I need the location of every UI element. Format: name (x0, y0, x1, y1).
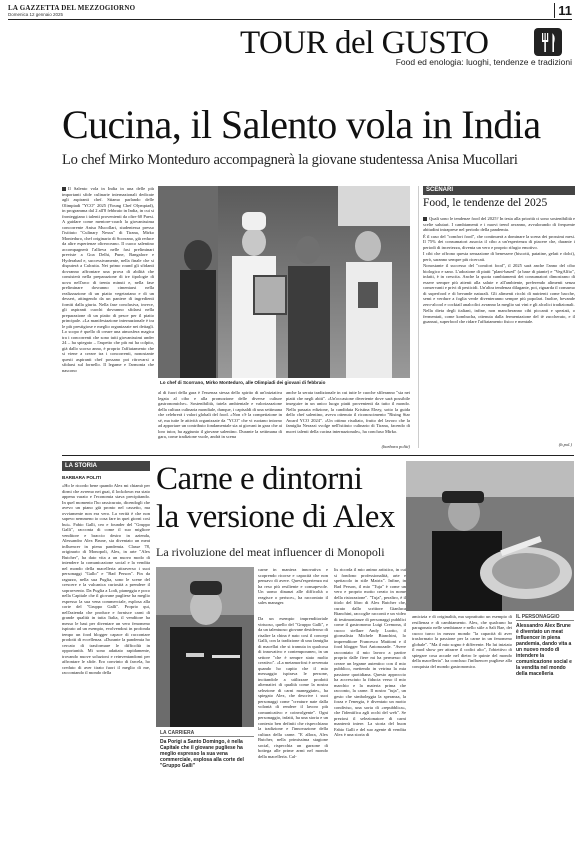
bullet-square-icon (62, 187, 66, 191)
article-divider (62, 455, 574, 456)
article2-col1: «Ho le ricordo bene quando Alex mi chiamò per dirmi che avremo nei guai, il lockdown era stato appena varato e l'economia stava precipitando. In quel momento l'ho rassicurato, dicendogli che avevo un piano già pronto nel cassetto, ma ovviamente non era vero. La verità è che non sapevo nemmeno io cosa fare in quei giorni così bui». Fabio Galli, ceo e founder del "Gruppo Galli", racconta di come il suo migliore venditore e braccio destro in azienda, Alessandro Alex Brune, sia diventato un meat influencer in piena pandemia. Classe 78, originario di Monopoli, Alex, in arte "Alex Butcher", ha dato vita a un nuovo modo di intendere la comunicazione social e la vendita nel mondo della macelleria attraverso i suoi personaggi "Gallo" e "Bad Person". Fin da ragazzo, nella sua Puglia, sono le scene del crescere e la vulcanica curiosità a prendere il sopravvento. Da Puglia a Lodi, pianeggia e poco nella Capitale che il giovane pugliese ha meglio espresso la sua vena commerciale, esplosa alla corte del "Gruppo Galli". Proprio qui, nell'azienda che produce e fornisce carni di grande qualità in tutta Italia, il venditore ha messo le basi per diventare un vero fenomeno ispirato ad un esempio, evolvendosi in profonda tempo un food blogger capace di raccontare prodotti di eccellenza. «Durante la pandemia ho cercato di trasformare le difficoltà in opportunità. Mi sono adattato rapidamente, trovando nuove soluzioni e reinventandomi per affrontare le sfide. Ero convinto di farcela, ho creduto di aver tirato fuori il meglio di me, raccontando il mondo della (62, 483, 150, 675)
caption-left-text: Da Porigi a Santo Domingo, è nella Capitale che il giovane pugliese ha meglio espresso la sua vena commerciale, esplosa alla corte del "Gruppo Galli" (160, 739, 244, 769)
sidebar-body3: I cibi che offrono questa sensazione di benessere (biscotti, patatine, gelati e dolci), però, saranno sempre più ricercati. (423, 251, 575, 262)
sidebar-label: SCENARI (423, 186, 575, 195)
masthead-rule (8, 19, 572, 20)
sidebar-byline: (b.pol.) (558, 442, 572, 447)
caption-right-text: Alessandro Alex Brune è diventato un meat influencer in piena pandemia, dando vita a un nuovo modo di intendere la comunicazione social e la vendita nel mondo della macelleria (516, 623, 572, 677)
article2-col2-top: carne in maniera innovativa e scoprendo ricorse e capacità che non pensavo di avere. Quest'esperienza mi ha reso più resiliente e consapevole. Un uomo dinanzi alle difficoltà o reagisce o perisce», ha raccontato il sales manager. (258, 567, 328, 605)
article1-headline: Cucina, il Salento vola in India (62, 102, 541, 147)
section-header (240, 26, 572, 66)
article2-headline1: Carne e dintorni (156, 461, 363, 497)
section-title (240, 25, 488, 61)
sidebar-headline: Food, le tendenze del 2025 (423, 197, 548, 209)
sidebar-body5: Nella dieta degli italiani, infine, non mancheranno cibi piccanti e speziati, o fermentati, come kombucha, ottenuta dalla fermentazione del tè zuccherato, e il guanxui, superfood che ridare l'affiatamento fisico e mentale. (423, 308, 575, 324)
article2-col4: amicizia e di originalità, ma soprattutto un esempio di resilienza e di cambiamento. Alex, che qualcuno ha paragonato nelle sembianze e nello stile a Salt Bae, dei cuoco turco in mezzo mondo "la capacità di aver trasformato la passione per la carne in un fenomeno globale". "Ma il mio sogno è differente. Ho lui iniziato il mod show per attrarre il codici alto", l'obiettivo di spiegare cosa accade nel dietro le quinte del mondo della macelleria". ha concluso l'influencer pugliese alla conquista del mondo gastronomico. (412, 614, 512, 669)
fork-knife-icon (534, 28, 562, 56)
photo-caption: Lo chef di Scorrano, Mirko Monteduro, alle Olimpiadi dei giovani di febbraio (160, 380, 326, 385)
article2-subhead: La rivoluzione del meat influencer di Monopoli (156, 545, 385, 559)
article2-col2: Da un esempio imprenditoriale virtuoso, quello del "Gruppo Galli", e da un talentuoso giovane desideroso di risalire la china è nato così il concept Galli, con la tradizione di una famiglia di macellai che si tramuta in qualcosa di innovativo e contemporaneo, in un settore "che è sempre stato molto creativo". «La metamorfosi è avvenuta quando ho capito che il mio messaggio ispirava le persone, incitandole a utilizzare prodotti alternativi di qualità come la nostra selezione di carni maneggiate», ha spiegato Alex, che descrive i suoi personaggi come "creature nate dalla volontà di rendere il lavoro più comunicativo e coinvolgente". Ogni personaggio, infatti, ha una storia e un contesto ben definiti che rispecchiano la tradizione e l'innovazione della cultura della carne. "E allora, Alex Butcher, nella primissima stagione social, rispecchia un garzone di bottega alle prime armi nel mondo della macelleria. Cal- (258, 616, 328, 759)
butcher-photo-left (156, 567, 254, 727)
caption-right-label: IL PERSONAGGIO (516, 614, 574, 621)
section-title-a: TOUR del (240, 25, 382, 61)
article1-byline: (barbara politi) (381, 444, 410, 449)
paper-name: LA GAZZETTA DEL MEZZOGIORNO (8, 4, 136, 12)
article1-col3: anche la serata tradizionale in cui tutte le cuoche sfileranno "sia nei piatti che negli abiti". «Un'occasione divertente dove sarà possibile inseguire in un unico luogo piatti provenienti da tutto il mondo. Nella passata edizione, la candidata Kristina Elezy, sotto la guida dello chef salentino, aveva ottenuto il riconoscimento "Rising Star Award YCO 2024". «Un ottimo risultato, frutto del lavoro che la famiglia Nerazzi svolge nell'istituto culinario di Tirana, facendo di nuovi talenti della cucina internazionale», ha concluso Mirko. (286, 390, 410, 434)
article2-col3: lis ricorda il mio animo artistico, in cui si fondono professionalità, arte e spettacolo in stile Matrix". Infine, in Bad Person, il mio "Tuja" è come un vero e proprio motto creato in nome della ristorazione". "Tuja", peraltro, è il titolo del libro di Alex Butcher che, curato dallo scrittore Gianluca Bianchini, raccoglie racconti e un video di testimonianze di personaggi pubblici come il gastronomo Luigi Cremona, il cuoco stellare Andy Luotto, il giornalista Michele Bianchini, lo imprenditore Francesco Mattioni e il food blogger Yuri Antonozade. "Avere raccontato il mio lavoro a partire proprio dalle fiere mi ha permesso di creare un legame autentico con il mio pubblico, mettendo in vetrina la mia passione quotidiana. Questo approccio ha accresciuto la fiducia verso il mio marchio e la materia prima che racconto, la carne. Il nostro "tuja", un gesto che simboleggia la speranza, la forza e l'energia, è diventato un motto condiviso, una sorta di «repubblica», che l'identifica agli occhi del web". Se preziosi il selezionatore di carni manterrà intere. La storia del buon Fabio Galli e del suo agente di vendita Alex è una storia di (334, 567, 406, 737)
article1-col1 (62, 186, 154, 448)
article2-headline2: la versione di Alex (156, 499, 395, 535)
article1-subhead: Lo chef Mirko Monteduro accompagnerà la giovane studentessa Anisa Mucollari (62, 152, 518, 168)
sidebar-body4: Nonostante il successo del "comfort food", il 2025 sarà anche l'anno del cibo biologico e sano. L'adozione di piatti "plant-based" (a base di piante) e "VegAlfio", infatti, è in crescita. Anche la quota cambiamenti dei consumatori dimostrano di essere sempre più attenti alla salute e all'ambiente, preferendo alimenti senza conservanti e privi di pesticidi. Un'altra tendenza dilagante, poi, riguarda il consumo di superfood e di bevande naturali. Gli alimenti ricchi di nutrienti come bacche, semi e verdure a foglia verde diventeranno sempre più popolari. Inoltre, bevande zero-alcool e cocktail analcolici avranno la meglio sui vini e gli alcolici tradizionali. (423, 263, 575, 307)
article2-label: LA STORIA (62, 461, 150, 471)
sidebar-body1: Quali sono le tendenze food del 2025? In testa alla priorità ci sono sostenibilità e scelte salutari. I cambiamenti e i nuovi trend avranno, avvalorando di frequente abitudini intraprese nel periodo della pandemia. (423, 216, 575, 232)
article2-author: BARBARA POLITI (62, 475, 102, 480)
section-title-b: GUSTO (381, 25, 489, 61)
article1-col1-text: Il Salento vola in India in una delle più importanti sfide culinarie internazionali dedicate agli aspiranti chef. Stiamo parlando delle Olimpiadi "YCO" 2025 (Young Chef Olympiad), in programma dal 2 all'8 febbraio in India, in cui si fronteggiano i talenti provenienti da oltre 60 Paesi. A guidare come mentore-coach la giovanissima concorrente Anisa Mucollari, studentessa presso l'istituto "Culinary Nexus" di Tirana, Mirko Monteduro, chef originario di Scorrano, già reduce da altre esperienze oltreoceano. Il cuoco salentino accompagnerà l'allieva nelle fasi preliminari previste a Goa Delhi, Pune, Bangalore e Hyderabad e, successivamente, nella finale che si disputerà a Calcutta. Nei primo round gli sfidanti dovranno affrontare una prova di abilità che consisterà nella preparazione di tre tipologie di uova nell'arco di trenta minuti e, nella fase preliminare dovranno cimentarsi nella realizzazione di un piatto vegetariano e di un dessert, attingendo da un paniere di ingredienti forniti dalla giuria. Nella fase conclusiva, invece, gli aspiranti cuochi dovranno sfidarsi nella preparazione di un piatto di pesce per il piatto principale. «La manifestazione internazionale è tra le più prestigiose e meglio organizzate nei dettagli. Lo scopo è quello di creare una atmosfera magica tra i concorrenti che sono tutti giovanissimi under 24 – ha spiegato – l'aspetto che più mi ha colpito, già dallo scorso anno, è proprio l'affiatamento che si viene a creare tra i concorrenti, nonostante questi aspiranti chef possano poi ritrovarsi a sfidarsi sul fornello. Il legame e l'armonia che nascono (62, 186, 154, 373)
caption-left (160, 730, 254, 830)
page-number: 11 (554, 3, 572, 18)
caption-left-label: LA CARRIERA (160, 730, 254, 737)
article1-col2: al di fuori della gara è l'essenza stessa dello spirito di un'iniziativa legata al cibo e alla promozione delle diverse culture gastronomiche». Sostenibilità, tutela ambientale e valorizzazione della cultura culinaria mondiale, dunque, i capisaldi di una settimana che celebrerà i valori globali del food. «Non c'è la competizione in sé, ma tutte le attività organizzate da "YCO" che vi ruotano intorno ad apportare un contributo fondamentale sia ai giovani in gara che ai loro tutor, ha aggiunto il giovane salentino. Durante la settimana di gara, come tradizione vuole, andrà in scena (158, 390, 282, 439)
chef-photo (158, 186, 410, 378)
section-tagline: Food ed enologia: luoghi, tendenze e tradizioni (395, 57, 572, 67)
paper-date: Domenica 12 gennaio 2025 (8, 12, 64, 17)
sidebar-body (423, 216, 575, 444)
sidebar-body2: È il caso del "comfort food", che continuerà a dominare la scena dei prossimi mesi. Il 75% dei consumatori associa il cibo a un'esperienza di piacere che, durante i periodi di incertezza, diventa un vero e proprio rifugio emotivo. (423, 233, 575, 250)
caption-right (516, 614, 574, 764)
butcher-photo-right (406, 461, 574, 611)
sidebar (418, 186, 574, 448)
bullet-square-icon (423, 217, 427, 221)
